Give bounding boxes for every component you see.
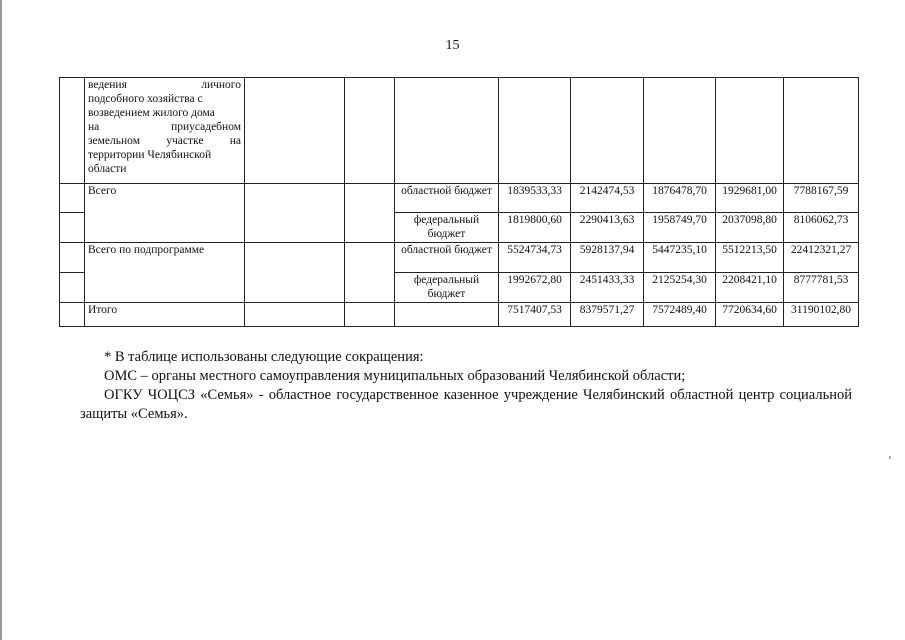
period-cell xyxy=(345,184,395,243)
value-cell: 5512213,50 xyxy=(716,243,784,273)
row-label-cell: Итого xyxy=(85,303,245,327)
notes-heading: * В таблице использованы следующие сокращения: xyxy=(104,349,424,365)
value-cell: 5447235,10 xyxy=(644,243,716,273)
funding-source-cell: областной бюджет xyxy=(395,184,499,213)
measure-name-line: возведением жилого дома xyxy=(88,107,215,119)
table-row-grand-total xyxy=(60,303,859,327)
row-number-cell xyxy=(60,243,85,273)
value-cell: 1839533,33 xyxy=(499,184,571,213)
table-row-intro xyxy=(60,78,859,184)
budget-table xyxy=(59,77,859,327)
measure-name-line: территории Челябинской xyxy=(88,149,212,161)
period-cell xyxy=(345,303,395,327)
value-cell: 5928137,94 xyxy=(571,243,644,273)
scan-speck xyxy=(889,456,891,459)
page-number: 15 xyxy=(445,38,460,53)
table-row-subprogram-regional xyxy=(60,243,859,273)
source-cell xyxy=(395,78,499,184)
value-cell: 5524734,73 xyxy=(499,243,571,273)
value-cell: 1819800,60 xyxy=(499,213,571,243)
funding-source-cell: федеральный бюджет xyxy=(395,213,499,243)
measure-name-cell xyxy=(85,78,245,184)
value-cell: 1992672,80 xyxy=(499,273,571,303)
value-cell: 8106062,73 xyxy=(784,213,859,243)
table-row-total-regional xyxy=(60,184,859,213)
scan-left-edge xyxy=(0,0,2,640)
value-cell: 1929681,00 xyxy=(716,184,784,213)
value-cell xyxy=(716,78,784,184)
executor-cell xyxy=(245,303,345,327)
value-cell: 8777781,53 xyxy=(784,273,859,303)
row-number-cell xyxy=(60,184,85,213)
note-ogku: ОГКУ ЧОЦСЗ «Семья» - областное государственное казенное учреждение Челябинский областной центр социальной защиты «Семья». xyxy=(80,387,852,422)
value-cell: 2208421,10 xyxy=(716,273,784,303)
measure-name-line: области xyxy=(88,163,127,175)
row-number-cell xyxy=(60,273,85,303)
value-cell: 31190102,80 xyxy=(784,303,859,327)
value-cell: 1876478,70 xyxy=(644,184,716,213)
value-cell: 2125254,30 xyxy=(644,273,716,303)
value-cell xyxy=(499,78,571,184)
row-label-cell: Всего по подпрограмме xyxy=(85,243,245,303)
value-cell xyxy=(571,78,644,184)
value-cell xyxy=(644,78,716,184)
row-number-cell xyxy=(60,303,85,327)
executor-cell xyxy=(245,243,345,303)
note-oms: ОМС – органы местного самоуправления муниципальных образований Челябинской области; xyxy=(104,368,686,384)
executor-cell xyxy=(245,184,345,243)
row-number-cell xyxy=(60,78,85,184)
value-cell xyxy=(784,78,859,184)
period-cell xyxy=(345,243,395,303)
value-cell: 2290413,63 xyxy=(571,213,644,243)
funding-source-cell xyxy=(395,303,499,327)
value-cell: 7788167,59 xyxy=(784,184,859,213)
value-cell: 2451433,33 xyxy=(571,273,644,303)
period-cell xyxy=(345,78,395,184)
executor-cell xyxy=(245,78,345,184)
value-cell: 8379571,27 xyxy=(571,303,644,327)
row-label-cell: Всего xyxy=(85,184,245,243)
value-cell: 1958749,70 xyxy=(644,213,716,243)
value-cell: 2142474,53 xyxy=(571,184,644,213)
abbreviations-notes xyxy=(80,348,852,424)
measure-name-line: земельном участке на xyxy=(88,135,241,147)
funding-source-cell: областной бюджет xyxy=(395,243,499,273)
value-cell: 7720634,60 xyxy=(716,303,784,327)
value-cell: 7572489,40 xyxy=(644,303,716,327)
measure-name-line: ведения личного xyxy=(88,79,241,91)
measure-name-line: на приусадебном xyxy=(88,121,241,133)
value-cell: 7517407,53 xyxy=(499,303,571,327)
measure-name-line: подсобного хозяйства с xyxy=(88,93,203,105)
funding-source-cell: федеральный бюджет xyxy=(395,273,499,303)
value-cell: 2037098,80 xyxy=(716,213,784,243)
value-cell: 22412321,27 xyxy=(784,243,859,273)
row-number-cell xyxy=(60,213,85,243)
